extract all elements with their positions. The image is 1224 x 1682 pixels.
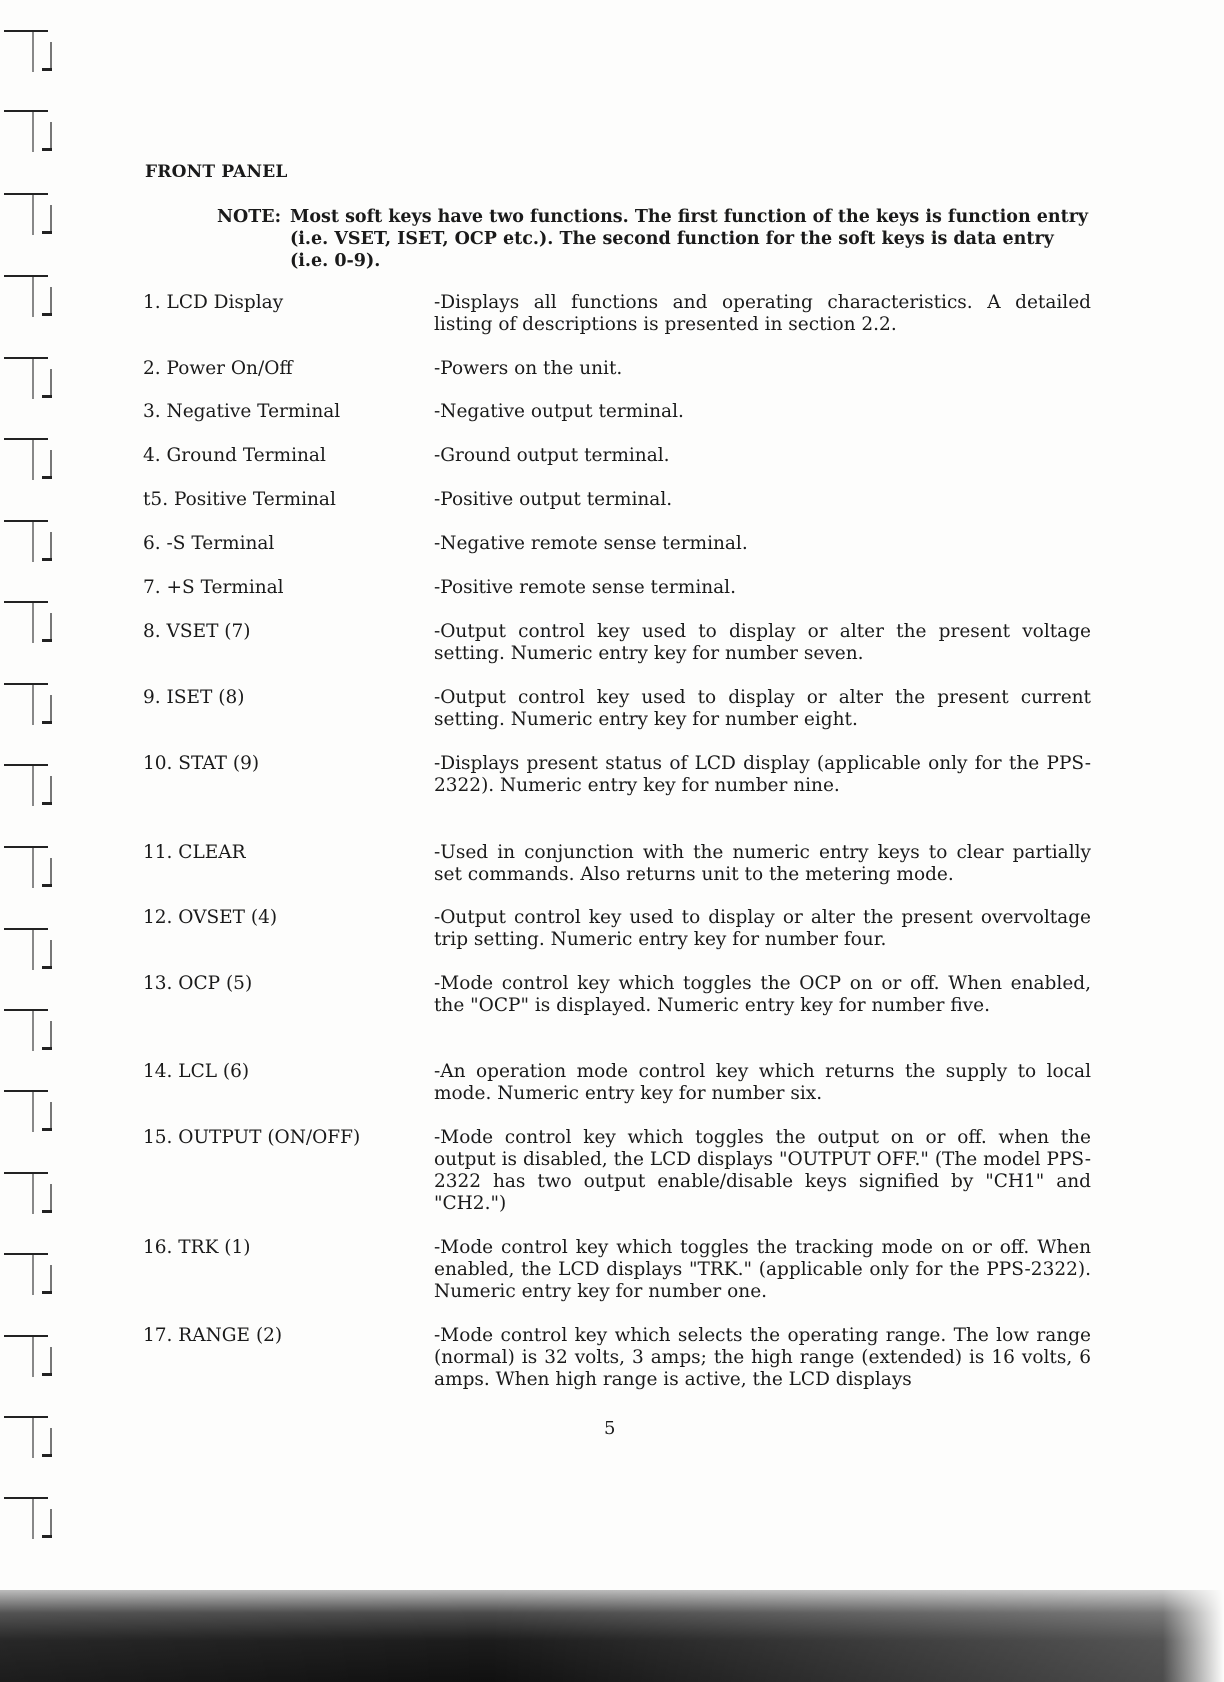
item-term: 2. Power On/Off <box>143 358 293 379</box>
item-description: -Displays present status of LCD display (applicable only for the PPS-2322). Numeric entry key for number nine. <box>434 753 1091 796</box>
item-term: 13. OCP (5) <box>143 973 253 994</box>
item-description: -Used in conjunction with the numeric entry keys to clear partially set commands. Also returns unit to the metering mode. <box>434 842 1091 885</box>
binding-ring <box>4 1335 52 1395</box>
binding-ring <box>4 357 52 417</box>
item-term: 9. ISET (8) <box>143 687 245 708</box>
binding-ring <box>4 193 52 253</box>
binding-ring <box>4 438 52 498</box>
item-description: -Positive remote sense terminal. <box>434 577 736 598</box>
spiral-binding <box>0 0 60 1600</box>
item-description: -Mode control key which toggles the output on or off. when the output is disabled, the LCD displays "OUTPUT OFF." (The model PPS-2322 has two output enable/disable keys signified by "CH1" and "CH2.") <box>434 1127 1091 1214</box>
item-term: 10. STAT (9) <box>143 753 260 774</box>
scan-shadow <box>0 1590 1224 1682</box>
item-term: t5. Positive Terminal <box>143 489 336 510</box>
item-term: 16. TRK (1) <box>143 1237 251 1258</box>
item-description: -Positive output terminal. <box>434 489 673 510</box>
note-block <box>217 206 1090 272</box>
binding-ring <box>4 110 52 170</box>
item-description: -Output control key used to display or alter the present current setting. Numeric entry key for number eight. <box>434 687 1091 730</box>
item-term: 1. LCD Display <box>143 292 284 313</box>
binding-ring <box>4 1090 52 1150</box>
binding-ring <box>4 520 52 580</box>
binding-ring <box>4 1416 52 1476</box>
item-description: -An operation mode control key which returns the supply to local mode. Numeric entry key for number six. <box>434 1061 1091 1104</box>
binding-ring <box>4 1497 52 1557</box>
item-description: -Ground output terminal. <box>434 445 670 466</box>
item-term: 6. -S Terminal <box>143 533 275 554</box>
section-heading: FRONT PANEL <box>145 162 288 182</box>
item-term: 17. RANGE (2) <box>143 1325 283 1346</box>
binding-ring <box>4 928 52 988</box>
item-description: -Output control key used to display or alter the present overvoltage trip setting. Numeric entry key for number four. <box>434 907 1091 950</box>
item-term: 8. VSET (7) <box>143 621 251 642</box>
item-term: 3. Negative Terminal <box>143 401 341 422</box>
item-description: -Powers on the unit. <box>434 358 623 379</box>
page-number: 5 <box>604 1418 616 1439</box>
item-term: 4. Ground Terminal <box>143 445 326 466</box>
item-description: -Displays all functions and operating characteristics. A detailed listing of descriptions is presented in section 2.2. <box>434 292 1091 335</box>
binding-ring <box>4 30 52 90</box>
binding-ring <box>4 1172 52 1232</box>
item-description: -Mode control key which toggles the OCP on or off. When enabled, the "OCP" is displayed. Numeric entry key for number five. <box>434 973 1091 1016</box>
item-term: 15. OUTPUT (ON/OFF) <box>143 1127 361 1148</box>
binding-ring <box>4 764 52 824</box>
item-term: 11. CLEAR <box>143 842 246 863</box>
item-description: -Negative output terminal. <box>434 401 684 422</box>
item-description: -Mode control key which selects the operating range. The low range (normal) is 32 volts, 3 amps; the high range (extended) is 16 volts, 6 amps. When high range is active, the LCD displays <box>434 1325 1091 1390</box>
binding-ring <box>4 1009 52 1069</box>
item-description: -Negative remote sense terminal. <box>434 533 748 554</box>
item-term: 7. +S Terminal <box>143 577 284 598</box>
item-term: 14. LCL (6) <box>143 1061 250 1082</box>
note-label: NOTE: <box>217 207 282 227</box>
binding-ring <box>4 683 52 743</box>
item-term: 12. OVSET (4) <box>143 907 278 928</box>
item-description: -Output control key used to display or alter the present voltage setting. Numeric entry key for number seven. <box>434 621 1091 664</box>
note-text: Most soft keys have two functions. The first function of the keys is function entry (i.e. VSET, ISET, OCP etc.). The second function for the soft keys is data entry (i.e. 0-9). <box>290 207 1089 271</box>
binding-ring <box>4 846 52 906</box>
binding-ring <box>4 601 52 661</box>
binding-ring <box>4 1253 52 1313</box>
item-description: -Mode control key which toggles the tracking mode on or off. When enabled, the LCD displays "TRK." (applicable only for the PPS-2322). Numeric entry key for number one. <box>434 1237 1091 1302</box>
binding-ring <box>4 275 52 335</box>
